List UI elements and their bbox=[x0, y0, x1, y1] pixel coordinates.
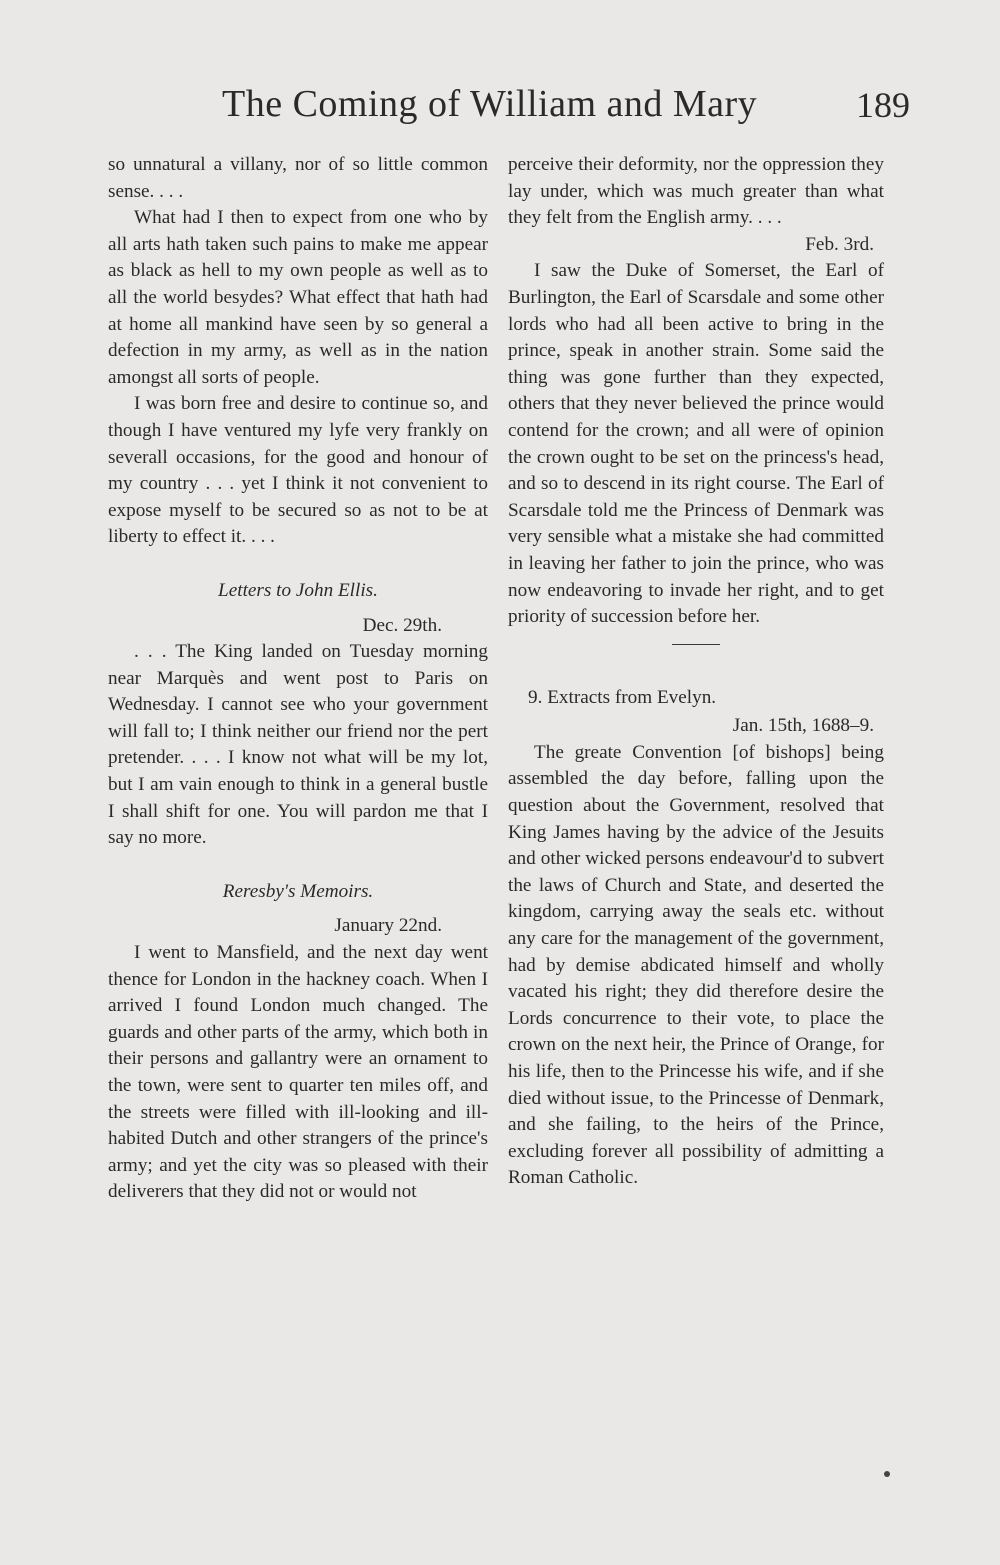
continued-paragraph: so unnatural a villany, nor of so little common sense. . . . bbox=[108, 154, 488, 202]
section-heading-letters-to-john-ellis: Letters to John Ellis. bbox=[218, 579, 378, 601]
paragraph: I saw the Duke of Somerset, the Earl of Burlington, the Earl of Scarsdale and some other lords who had all been active to bring in the prince, speak in another strain. Some said the thing was gone further than they expected, others that they never believed the prince would contend for the crown; and all were of opinion the crown ought to be set on the princess's head, and so to descend in its right course. The Earl of Scarsdale told me the Princess of Denmark was very sensible what a mistake she had committed in leaving her father to join the prince, who was now endeavoring to invade her right, and to get priority of succession before her. bbox=[508, 260, 884, 628]
dateline: Dec. 29th. bbox=[362, 614, 442, 636]
paragraph: . . . The King landed on Tuesday morning near Marquès and went post to Paris on Wednesday. I cannot see who your government will fall to; I think neither our friend nor the pert pretender. . . . I know not what will be my lot, but I am vain enough to think in a general bustle I shall shift for one. You will pardon me that I say no more. bbox=[108, 641, 488, 849]
dateline: January 22nd. bbox=[334, 915, 442, 937]
paragraph: I went to Mansfield, and the next day went thence for London in the hackney coach. When I arrived I found London much changed. The guards and other parts of the army, which both in their persons and gallantry were an ornament to the town, were sent to quarter ten miles off, and the streets were filled with ill-looking and ill-habited Dutch and other strangers of the prince's army; and yet the city was so pleased with their deliverers that they did not or would not bbox=[108, 942, 488, 1203]
paragraph: The greate Convention [of bishops] being assembled the day before, falling upon the question about the Government, resolved that King James having by the advice of the Jesuits and other wicked persons endeavour'd to subvert the laws of Church and State, and deserted the kingdom, carrying away the seals etc. without any care for the management of the government, had by demise abdicated himself and wholly vacated his right; they did therefore desire the Lords concurrence to their vote, to place the crown on the next heir, the Prince of Orange, for his life, then to the Princesse his wife, and if she died without issue, to the Princesse of Denmark, and she failing, to the heirs of the Prince, excluding forever all possibility of admitting a Roman Catholic. bbox=[508, 741, 884, 1189]
continued-paragraph: perceive their deformity, nor the oppression they lay under, which was much greater than what they felt from the English army. . . . bbox=[508, 154, 884, 229]
dateline: Feb. 3rd. bbox=[805, 233, 874, 255]
left-column bbox=[108, 152, 488, 1206]
paragraph: I was born free and desire to continue so, and though I have ventured my lyfe very frankly on severall occasions, for the good and honour of my country . . . yet I think it not convenient to expose myself to be secured so as not to be at liberty to effect it. . . . bbox=[108, 393, 488, 548]
dateline: Jan. 15th, 1688–9. bbox=[732, 715, 874, 737]
right-column bbox=[508, 152, 884, 1192]
running-title: The Coming of William and Mary bbox=[222, 83, 758, 125]
ink-speck bbox=[884, 1471, 890, 1477]
section-heading-reresbys-memoirs: Reresby's Memoirs. bbox=[222, 880, 374, 902]
page-header bbox=[200, 82, 910, 132]
paragraph: What had I then to expect from one who by all arts hath taken such pains to make me appear as black as hell to my own people as well as to all the world besydes? What effect that hath had at home all mankind have seen by so general a defection in my army, as well as in the nation amongst all sorts of people. bbox=[108, 207, 488, 388]
section-divider bbox=[672, 644, 720, 645]
section-heading-extracts-from-evelyn: 9. Extracts from Evelyn. bbox=[528, 686, 717, 708]
page-number: 189 bbox=[856, 85, 910, 125]
